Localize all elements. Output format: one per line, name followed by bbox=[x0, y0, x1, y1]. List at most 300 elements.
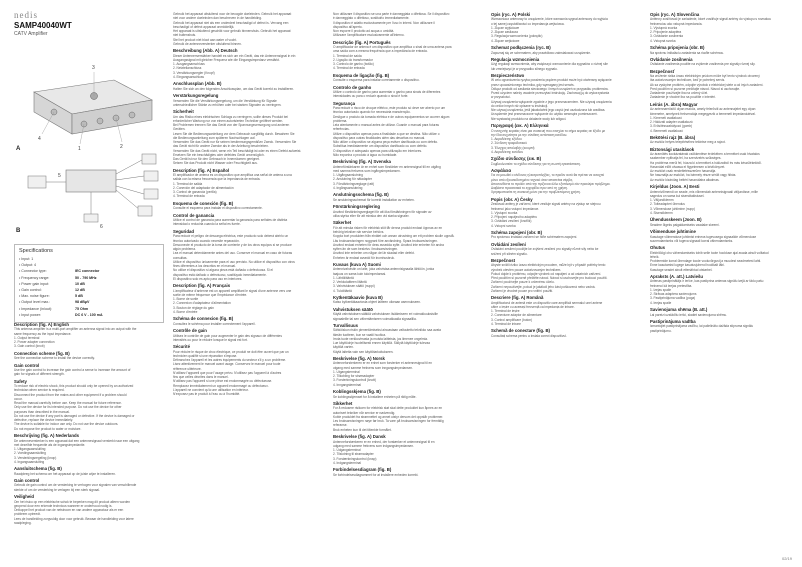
section-text-line: Leia atentamente o manual antes de utilizar. Guarde o manual para futuras bbox=[333, 123, 439, 128]
manual-section bbox=[650, 147, 800, 182]
section-text-line: Läs bruksanvisningen noggrant före användning. Spara bruksanvisningen. bbox=[333, 238, 438, 243]
section-heading: Descrição (fig. A) Português bbox=[333, 39, 391, 45]
section-heading: Opis (ryc. A) Polski bbox=[491, 12, 531, 17]
section-text-line: erforderlicher Wartung nur von einem autorisierten Techniker geöffnet werden. bbox=[173, 118, 284, 123]
section-text-line: Zapoznaj się ze schematem, aby prawidłowo zainstalować urządzenie. bbox=[491, 50, 591, 55]
section-text-line: 2. Verkkolaitteen liitäntä bbox=[333, 280, 367, 285]
section-text-line: käyttöä varten. bbox=[333, 345, 354, 350]
section-text-line: Irrota tuote verkkovirrasta ja muista laitteista, jos ilmenee ongelmia. bbox=[333, 336, 428, 341]
section-heading: Beskrivning (fig. A) Svenska bbox=[333, 159, 391, 165]
section-text-line: 3. Ovládanie zosilnenia bbox=[650, 34, 683, 39]
section-text-line: Das Gerät ist nur für den Gebrauch in Innenräumen geeignet. bbox=[173, 157, 260, 162]
section-text-line: Ontkoppel het product van de netstroom en van andere apparatuur als er een bbox=[14, 508, 124, 513]
section-text-line: 2. Ligação do transformador bbox=[333, 57, 373, 62]
manual-section bbox=[333, 323, 483, 354]
section-text-line: Ausgangssignal mit gleicher Frequenz wie die Eingangsimpedanz verstärkt. bbox=[173, 57, 280, 62]
spec-key: • Input power: bbox=[19, 312, 75, 318]
spec-value: IEC connector bbox=[75, 269, 100, 274]
section-text-line: výrobek otevřen pouze autorizovaným technikem. bbox=[491, 267, 562, 272]
manual-section bbox=[333, 85, 483, 99]
section-text-line: Χρησιμοποιείτε τη συσκευή μόνο για την προβλεπόμενη χρήση. bbox=[491, 190, 581, 195]
section-text-line: die Bedienungsanleitung zum späteren Nachschlagen auf. bbox=[173, 135, 256, 140]
section-text-line: 4. Bemeneti csatlakozó bbox=[650, 128, 683, 133]
section-text-line: Antennförstärkaren är en enhet som förstärker en antennsignal till en utgång bbox=[333, 164, 441, 169]
section-text-line: Antennivahvistin on laite, joka vahvistaa antennisignaalia lähtöön, jonka bbox=[333, 267, 435, 272]
section-text-line: Na zníženie rizika úrazu elektrickým prúdom môže byť tento výrobok otvorený bbox=[650, 74, 760, 79]
section-text-line: την ίδια συχνότητα με την σύνθετη αντίσταση εισόδου. bbox=[491, 132, 568, 137]
manual-section bbox=[173, 81, 323, 91]
manual-section bbox=[333, 12, 483, 38]
manual-section bbox=[173, 201, 323, 211]
section-heading: Schemă de conectare (fig. B) bbox=[491, 328, 550, 334]
section-text-line: 3. Gain control (knob) bbox=[14, 344, 45, 349]
section-text-line: Gebruik de antenneversterker uitsluitend binnen. bbox=[173, 41, 242, 46]
section-text-line: Pour réduire le risque de choc électrique, ce produit ne doit être ouvert que par un bbox=[173, 349, 289, 354]
section-text-line: 2. Złącze zasilacza bbox=[491, 30, 518, 35]
manual-section bbox=[333, 40, 483, 71]
manual-section bbox=[491, 12, 641, 43]
section-text-line: 4. Vstupní svorka bbox=[491, 223, 516, 228]
section-heading: Ohutus bbox=[650, 245, 666, 251]
section-text-line: 1. Udgangsterminal bbox=[333, 448, 361, 452]
section-heading: Beskrivelse (fig. A) Norsk bbox=[333, 356, 385, 362]
section-text-line: Ha probléma merül fel, húzza ki a terméket a hálózatból és más készülékekből. bbox=[650, 160, 762, 165]
section-heading: Regulacja wzmocnienia bbox=[491, 56, 540, 62]
section-text-line: intensités ou pour le réduire lorsque le signal est fort. bbox=[173, 337, 248, 342]
section-text-line: Lesen Sie die Bedienungsanleitung vor dem Gebrauch sorgfältig durch. Bewahren Sie bbox=[173, 131, 295, 136]
section-text-line: Para reduzir o risco de choque elétrico, este produto só deve ser aberto por um bbox=[333, 106, 446, 111]
section-heading: Vahvistuksen säätö bbox=[333, 306, 373, 312]
section-text-line: 4. Terminal de intrare bbox=[491, 321, 521, 326]
section-text-line: Odłącz produkt od zasilania sieciowego i innych urządzeń w przypadku problemów. bbox=[491, 86, 609, 91]
section-text-line: No utilice el dispositivo si alguna pieza está dañada o defectuosa. Si el bbox=[173, 268, 273, 273]
section-text-line: 1. Výstupná svorka bbox=[650, 25, 678, 30]
section-text-line: 1. Kimeneti csatlakozó bbox=[650, 115, 682, 120]
section-heading: Safety bbox=[14, 378, 27, 384]
section-text-line: Do not use the device if any part is damaged or defective. If the device is damaged or bbox=[14, 413, 135, 418]
callout-1: 1 bbox=[78, 146, 81, 152]
manual-section bbox=[173, 48, 323, 79]
section-text-line: do celów innych niż opisane w instrukcji. bbox=[491, 103, 549, 108]
manual-section bbox=[333, 262, 483, 293]
section-text-line: Sähköiskun riskin pienentämiseksi ainoastaan valtuutettu teknikko saa avata bbox=[333, 328, 441, 333]
section-heading: Περιγραφή (εικ. A) Ελληνικά bbox=[491, 123, 549, 129]
spec-key: • Connector type: bbox=[19, 268, 75, 274]
section-text-line: 3. Vahvistuksen säätö (nuppi) bbox=[333, 284, 375, 289]
amplifier-diagram-svg bbox=[14, 42, 162, 237]
spec-key: • Power gain input: bbox=[19, 281, 75, 287]
section-text-line: sterkte of om de versterking te verlagen bij een sterk signaal. bbox=[14, 487, 100, 492]
manual-section bbox=[14, 351, 164, 361]
section-text-line: O amplificador de antena é um dispositivo que amplifica o sinal de uma antena para bbox=[333, 45, 452, 50]
section-heading: Bezpečnosť bbox=[650, 68, 675, 74]
section-heading: Ovládání zesílení bbox=[491, 241, 526, 247]
section-text-line: Consulte o esquema para instalar corretamente o dispositivo. bbox=[333, 78, 420, 83]
section-text-line: Utilice el control de ganancia para aumentar la ganancia para señales de distinta bbox=[173, 218, 288, 223]
section-text-line: 3. Controlo de ganho (botão) bbox=[333, 62, 374, 67]
section-text-line: Non esporre il prodotto ad acqua o umidità. bbox=[333, 29, 395, 33]
section-text-line: 3. Forstærkningskontrol (knap) bbox=[333, 456, 377, 461]
section-text-line: Lisez attentivement le manuel avant usage. Conservez le manuel pour toute bbox=[173, 362, 281, 367]
spec-key: • Max. noise figure: bbox=[19, 293, 75, 299]
section-text-line: frekvencí jako vstupní impedance. bbox=[491, 206, 540, 211]
section-text-line: Pro správnou instalaci zařízení se řiďte schématem zapojení. bbox=[491, 235, 578, 240]
section-text-line: Verwenden Sie die Verstärkungsregelung, um die Verstärkung für Signale bbox=[173, 98, 277, 103]
manual-section bbox=[14, 379, 164, 431]
section-text-line: dispositivo está dañado o defectuoso, sustitúyalo inmediatamente. bbox=[173, 272, 267, 277]
section-text-line: Do not expose the product to water or moisture. bbox=[14, 426, 82, 431]
section-text-line: N'utilisez pas l'appareil si une pièce est endommagée ou défectueuse. bbox=[173, 379, 273, 384]
spec-key: • Output level max.: bbox=[19, 299, 75, 305]
section-text-line: Non utilizzare il dispositivo se una parte è danneggiata o difettosa. Se il dispositivo bbox=[333, 12, 450, 16]
product-subtitle: CATV Amplifier bbox=[14, 31, 48, 37]
section-heading: Controlo de ganho bbox=[333, 84, 372, 90]
section-text-line: olika styrka eller för att minska den vid starka signaler. bbox=[333, 213, 410, 218]
section-text-line: unterschiedlicher Stärke zu erhöhen oder bei starken Signalen zu verringern. bbox=[173, 102, 282, 107]
spec-value: 50 - 790 MHz bbox=[75, 275, 97, 280]
section-text-line: Desligue o produto da tomada elétrica e de outros equipamentos se ocorrer algum bbox=[333, 114, 450, 119]
section-text-line: referanse. bbox=[333, 423, 348, 428]
section-text-line: μόνο από εξουσιοδοτημένο τεχνικό όταν απαιτείται σέρβις. bbox=[491, 177, 574, 182]
section-text-line: Verwenden Sie das Gerät nur für seinen bestimmungsgemäßen Zweck. Verwenden Sie bbox=[173, 140, 297, 145]
section-text-line: Használat előtt olvassa el figyelmesen a kézikönyvet. bbox=[650, 164, 726, 169]
manual-section bbox=[491, 73, 641, 121]
section-heading: Savienojuma shēma (B. att.) bbox=[650, 307, 708, 313]
manual-section bbox=[333, 401, 483, 432]
text-column-4 bbox=[491, 12, 641, 552]
brand-logo: nedis bbox=[14, 10, 38, 20]
manual-section bbox=[650, 135, 800, 145]
section-text-line: Raadpleeg het schema om het apparaat op de juiste wijze te installeren. bbox=[14, 471, 116, 476]
section-text-line: snížení při silném signálu. bbox=[491, 251, 528, 256]
section-text-line: referências. bbox=[333, 127, 350, 132]
section-text-line: consultas. bbox=[173, 255, 188, 260]
manual-section bbox=[333, 434, 483, 465]
section-text-line: Seadme õigeks paigaldamiseks vaadake skeemi. bbox=[650, 222, 720, 227]
manual-section bbox=[491, 258, 641, 293]
section-text-line: 3. Versterkingsregeling (knop) bbox=[14, 455, 57, 460]
manual-section bbox=[173, 213, 323, 227]
manual-section bbox=[491, 328, 641, 338]
manual-section bbox=[650, 69, 800, 100]
manual-section bbox=[14, 466, 164, 476]
section-text-line: 2. Strāvas adaptera savienojums bbox=[650, 292, 697, 297]
section-text-line: Amplificatorul de antenă este un dispozitiv care amplifică semnalul unei antene bbox=[491, 300, 603, 305]
section-text-line: Az eszköz helyes telepítéséhez tekintse meg a rajzot. bbox=[650, 140, 726, 145]
section-text-line: Desconecte el producto de la toma de corriente y de los otros equipos si se produce bbox=[173, 242, 292, 247]
section-text-line: 1. Lähtöliitäntä bbox=[333, 275, 354, 280]
section-text-line: técnico autorizado cuando necesite reparación. bbox=[173, 238, 240, 243]
section-heading: Opis (ryc. A) Slovenčina bbox=[650, 12, 700, 17]
section-text-line: Débranchez l'appareil et les autres équipements du secteur s'il y a un problème. bbox=[173, 358, 287, 363]
section-text-line: This antenna amplifier is a multi-port amplifier an antenna signal into an output with the bbox=[14, 327, 137, 332]
text-column-2 bbox=[173, 12, 323, 552]
manual-section bbox=[333, 159, 483, 190]
section-text-line: El dispositivo solo es apto para uso en interiores. bbox=[173, 276, 243, 281]
section-text-line: fins que celles décrites dans le manuel. bbox=[173, 375, 229, 380]
section-heading: Σχέδιο σύνδεσης (εικ. B) bbox=[491, 156, 542, 162]
section-heading: Apraksts (A. att.) Latviešu bbox=[650, 274, 704, 280]
section-text-line: technician when service is required. bbox=[14, 388, 65, 393]
section-text-line: Για να μειωθεί ο κίνδυνος ηλεκτροπληξίας, το προϊόν αυτό θα πρέπει να ανοιχτεί bbox=[491, 173, 605, 178]
manual-section bbox=[650, 274, 800, 305]
section-text-line: Abyste snížili riziko úrazu elektrickým proudem, může být v případě potřeby tento bbox=[491, 263, 606, 268]
section-text-line: o tej samej częstotliwości co impedancja wejściowa. bbox=[491, 21, 565, 26]
section-text-line: Only use the device for its intended purpose. Do not use the device for other bbox=[14, 405, 122, 410]
section-text-line: 2. Conexión del adaptador de alimentación bbox=[173, 185, 234, 190]
section-text-line: pastiprinājumu. bbox=[650, 328, 672, 333]
manual-section bbox=[650, 229, 800, 243]
section-text-line: 3. Control amplificare (buton) bbox=[491, 317, 533, 322]
section-text-line: 3. Έλεγχος απολαβής (κουμπί) bbox=[491, 145, 535, 150]
section-text-line: kimenetre, amelynek frekvenciája megegyezik a bemeneti impedanciáéval. bbox=[650, 111, 756, 116]
section-text-line: intensidad o reducirla cuando la señal es fuerte. bbox=[173, 222, 241, 227]
section-text-line: Setzen Sie das Produkt nicht Wasser oder Feuchtigkeit aus. bbox=[173, 161, 258, 166]
section-text-line: 1. Terminal de salida bbox=[173, 181, 203, 186]
section-text-line: Wzmacniacz antenowy to urządzenie, które wzmacnia sygnał antenowy do wyjścia bbox=[491, 17, 608, 22]
section-heading: Control de ganancia bbox=[173, 212, 215, 218]
section-text-line: defective, replace the device immediately. bbox=[14, 418, 73, 423]
section-text-line: przez upoważnionego technika, gdy wymagany jest serwis. bbox=[491, 82, 575, 87]
section-text-line: Utilice el dispositivo únicamente para el uso previsto. No utilice el dispositivo con otros bbox=[173, 259, 295, 264]
manual-section bbox=[650, 184, 800, 215]
section-heading: Descriere (fig. A) Română bbox=[491, 295, 544, 301]
manual-section bbox=[173, 229, 323, 281]
section-text-line: Na správnu inštaláciu zariadenia sa riaďte schémou. bbox=[650, 50, 725, 55]
spec-value: 98 dBμV bbox=[75, 300, 90, 305]
section-heading: Bekötési rajz (B. ábra) bbox=[650, 134, 696, 140]
spec-key: • Input: 1 bbox=[19, 256, 75, 262]
manual-section bbox=[333, 204, 483, 218]
section-text-line: 3. Erősítésszabályozó (gomb) bbox=[650, 124, 693, 129]
section-heading: Schéma zapojení (obr. B) bbox=[491, 230, 543, 235]
manual-section bbox=[650, 307, 800, 317]
section-text-line: Não exponha o produto à água ou humidade. bbox=[333, 152, 398, 157]
section-text-line: Διαβάστε προσεκτικά το εγχειρίδιο πριν από τη χρήση. bbox=[491, 186, 568, 191]
section-text-line: 1. Uitgangsaansluiting bbox=[14, 447, 46, 452]
section-text-line: fines diferentes a los descritos en el manual. bbox=[173, 264, 236, 268]
manual-section bbox=[491, 57, 641, 71]
section-text-line: Stel het product niet bloot aan water of vocht. bbox=[173, 37, 237, 42]
section-text-line: lub zmniejszyć je w przypadku silnego sygnału. bbox=[491, 66, 558, 71]
manual-section bbox=[491, 168, 641, 195]
section-text-line: 3. Võimenduse juhtimine (nupp) bbox=[650, 206, 696, 211]
section-text-line: Urządzenie jest przeznaczone wyłącznie do użytku wewnątrz pomieszczeń. bbox=[491, 112, 598, 117]
manual-section bbox=[650, 45, 800, 55]
manual-section bbox=[491, 230, 641, 240]
section-heading: Bezpečnost bbox=[491, 257, 516, 263]
section-text-line: Utilize o controlo de ganho para aumentar o ganho para sinais de diferentes bbox=[333, 90, 441, 95]
section-text-line: Consultez le schéma pour installer correctement l'appareil. bbox=[173, 321, 256, 326]
section-text-line: Enne kasutamist lugege kasutusjuhend hoolikalt läbi. bbox=[650, 263, 725, 268]
section-text-line: Nie używaj urządzenia, jeśli jakakolwiek jego część jest uszkodzona lub wadliwa. bbox=[491, 108, 606, 113]
section-heading: Förstärkningsreglering bbox=[333, 204, 381, 210]
section-text-line: 3. Bouton de réglage du gain bbox=[173, 305, 214, 310]
section-text-line: N'exposez pas le produit à l'eau ou à l'humidité. bbox=[173, 392, 241, 397]
section-text-line: Se forbindelsesdiagrammet for at installere enheden korrekt. bbox=[333, 472, 419, 477]
section-text-line: è danneggiato o difettoso, sostituirlo immediatamente. bbox=[333, 16, 410, 21]
section-text-line: 1. Väljundklemm bbox=[650, 198, 674, 203]
section-text-line: Om het risico op een elektrische schok te beperken mag dit product alleen worden bbox=[14, 499, 131, 504]
section-text-line: 3. Forsterkningskontroll (knott) bbox=[333, 378, 377, 383]
section-text-line: szakember nyithatja fel, ha szervizelés szükséges. bbox=[650, 156, 722, 161]
section-text-line: autorisert tekniker når service er nødvendig. bbox=[333, 410, 396, 415]
section-text-line: Az antennaerősítő olyan eszköz, amely felerősíti az antennajelet egy olyan bbox=[650, 107, 756, 112]
section-heading: Verstärkungsregelung bbox=[173, 93, 219, 99]
section-text-line: 4. Tuloliitäntä bbox=[333, 288, 352, 293]
section-text-line: 3. Pastiprinājuma vadība (poga) bbox=[650, 296, 696, 301]
section-text-line: intensidades ou para o reduzir quando o sinal é forte. bbox=[333, 94, 409, 99]
section-text-line: 1. Izejas spaile bbox=[650, 287, 672, 292]
section-text-line: Lue käyttöohje huolellisesti ennen käyttöä. Säilytä käyttöohje tulevaa bbox=[333, 341, 430, 346]
section-text-line: Não utilize o dispositivo se alguma peça estiver danificada ou com defeito. bbox=[333, 140, 439, 145]
manual-section bbox=[14, 322, 164, 349]
section-heading: Schemat podłączenia (ryc. B) bbox=[491, 45, 551, 51]
section-text-line: 1. Utgangsterminal bbox=[333, 369, 360, 374]
section-text-line: niet voor andere doeleinden dan beschreven in de handleiding. bbox=[173, 16, 262, 21]
section-text-line: Zariadenie je vhodné iba na použitie v interiéri. bbox=[650, 95, 716, 100]
manual-section bbox=[650, 319, 800, 333]
section-text-line: Zařízení používejte pouze k určenému účelu. bbox=[491, 280, 555, 285]
section-text-line: niet buitenshuis. bbox=[173, 33, 197, 38]
manual-section bbox=[333, 307, 483, 321]
section-text-line: To reduce risk of electric shock, this product should only be opened by an authorized bbox=[14, 384, 134, 389]
spec-key: • Impedance (in/out): bbox=[19, 306, 75, 312]
callout-5: 5 bbox=[58, 173, 61, 179]
section-text-line: Koble produktet fra strømnettet og annet utstyr dersom det oppstår problemer. bbox=[333, 414, 444, 419]
section-heading: Ühendusskeem (Joon. B) bbox=[650, 217, 702, 223]
section-text-line: 4. Indgangsterminal bbox=[333, 460, 361, 465]
section-heading: Beskrivelse (fig. A) Dansk bbox=[333, 434, 386, 440]
section-text-line: 2. Anslutning för nätadapter bbox=[333, 177, 372, 182]
manual-section bbox=[173, 344, 323, 396]
section-text-line: 2. Netzteilanschluss bbox=[173, 66, 202, 71]
section-text-line: Gebruik het apparaat uitsluitend voor de beoogde doeleinden. Gebruik het apparaat bbox=[173, 12, 292, 16]
section-text-line: Bei Problemen trennen Sie das Gerät von der Spannungsversorgung und anderen bbox=[173, 123, 290, 128]
manual-section bbox=[333, 101, 483, 157]
section-text-line: signaaleille tai sen vähentämiseen voimakkaalla signaalilla. bbox=[333, 316, 417, 321]
section-text-line: frekvenci kā ieejas pretestība. bbox=[650, 283, 693, 288]
section-text-line: problema. bbox=[333, 118, 348, 123]
section-text-line: frekvenciou ako vstupná impedancia. bbox=[650, 21, 703, 26]
spec-value: DC 6 V - 100 mA bbox=[75, 312, 103, 317]
section-text-line: Dieser Antennenverstärker handelt es sich um ein Gerät, das ein Antennensignal in ein bbox=[173, 53, 296, 58]
section-heading: Kytkentäkaavio (kuva B) bbox=[333, 295, 383, 301]
section-text-line: 1. Ausgangsanschluss bbox=[173, 62, 205, 67]
section-text-line: syften än de som beskrivs i bruksanvisningen. bbox=[333, 247, 399, 251]
section-text-line: Ersetzen Sie ein beschädigtes oder defektes Gerät unverzüglich. bbox=[173, 152, 265, 157]
section-heading: Bezpieczeństwo bbox=[491, 73, 525, 79]
section-text-line: udgang med samme frekvens som indgangsimpedansen. bbox=[333, 443, 414, 448]
section-text-line: Antenneforsterkeren er en enhet som forsterker et antennesignal til en bbox=[333, 361, 433, 366]
section-text-line: 4. Ingångsanslutning bbox=[333, 185, 363, 190]
section-text-line: Ovládanie zosilnenia použite na zvýšenie zosilnenia pre signály rôznej sily. bbox=[650, 62, 756, 67]
manual-section bbox=[14, 478, 164, 492]
section-text-line: Lea el manual detenidamente antes del uso. Conserve el manual en caso de futuras bbox=[173, 251, 293, 256]
section-heading: Turvallisuus bbox=[333, 322, 358, 328]
section-text-line: Utilize o dispositivo apenas para a finalidade a que se destina. Não utilize o bbox=[333, 131, 440, 136]
section-text-line: tämän tuotteen, kun se vaatii huoltoa. bbox=[333, 332, 386, 337]
text-column-5 bbox=[650, 12, 800, 552]
section-text-line: dispositivo all'aperto. bbox=[333, 24, 363, 29]
callout-6: 6 bbox=[100, 224, 103, 230]
section-text-line: Ο ενισχυτής κεραίας είναι μια συσκευή που ενισχύει το σήμα κεραίας σε έξοδο με bbox=[491, 128, 606, 133]
section-text-line: 2. Hálózati adapter csatlakozó bbox=[650, 120, 693, 125]
section-heading: Anschlussplan (Abb. B) bbox=[173, 81, 222, 87]
section-text-line: técnico autorizado quando for necessária manutenção. bbox=[333, 110, 411, 115]
section-text-line: 4. Sisendklemm bbox=[650, 210, 673, 215]
section-heading: Esquema de ligação (fig. B) bbox=[333, 72, 390, 78]
manual-section bbox=[650, 102, 800, 133]
section-text-line: Utilizzare l'amplificatore esclusivamente all'interno. bbox=[333, 33, 405, 38]
section-text-line: utgang med samme frekvens som inngangsimpedansen. bbox=[333, 365, 414, 370]
section-text-line: Het apparaat is uitsluitend geschikt voor gebruik binnenshuis. Gebruik het apparaat bbox=[173, 29, 291, 33]
section-text-line: För att minska risken för elektrisk stöt får denna produkt endast öppnas av en bbox=[333, 225, 443, 230]
section-text-line: 2. Power adapter connection bbox=[14, 340, 55, 345]
section-text-line: Probleemide korral ühendage toode vooluvõrgust ja muudest seadmetest lahti. bbox=[650, 259, 762, 264]
section-text-line: occur. bbox=[14, 396, 23, 401]
section-text-line: 1. Output terminal bbox=[14, 335, 40, 340]
section-text-line: Använd förstärkningsreglaget för att öka förstärkningen för signaler av bbox=[333, 209, 432, 214]
section-text-line: 1. Terminal de saída bbox=[333, 53, 362, 58]
section-text-line: Gebruik het apparaat niet als een onderdeel beschadigd of defect is. Vervang een bbox=[173, 20, 289, 25]
section-heading: Biztonsági utasítások bbox=[650, 146, 695, 152]
section-heading: Säkerhet bbox=[333, 220, 352, 226]
section-text-line: gain for signals of different strength. bbox=[14, 372, 65, 377]
section-text-line: Elektrilöögi ohu vähendamiseks tohib selle toote hoolduse ajal avada ainult volitatud bbox=[650, 250, 769, 255]
section-heading: Võimenduse juhtimine bbox=[650, 229, 696, 235]
spec-key: • Frequency range: bbox=[19, 275, 75, 281]
section-text-line: suurendamiseks või tugeva signaali korral vähendamiseks. bbox=[650, 238, 734, 243]
manual-section bbox=[333, 356, 483, 387]
section-text-line: référence ultérieure. bbox=[173, 366, 202, 371]
manual-section bbox=[333, 73, 483, 83]
section-text-line: beschadigd of defect apparaat onmiddellijk. bbox=[173, 24, 235, 29]
section-heading: Description (fig. A) Español bbox=[173, 167, 230, 173]
section-text-line: Antenneforstærkeren er en enhed, der forstærker et antennesignal til en bbox=[333, 439, 435, 444]
section-text-line: Ak sa vyskytne problém, odpojte výrobok z elektrickej siete a od iných zariadení. bbox=[650, 82, 764, 87]
section-text-line: O dispositivo é adequado apenas para utilização em interiores. bbox=[333, 148, 422, 153]
manual-section bbox=[173, 93, 323, 107]
section-text-line: 2. Připojení napájecího adaptéru bbox=[491, 215, 538, 220]
page-number: 02/19 bbox=[781, 556, 792, 561]
manual-section bbox=[14, 363, 164, 377]
section-text-line: Geräten. bbox=[173, 127, 186, 132]
section-text-line: 2. Toiteadapteri ühendus bbox=[650, 202, 685, 207]
section-text-line: Ovládání zesílení použijte ke zvýšení zesílení pro signály různé síly nebo ke bbox=[491, 247, 599, 252]
specifications-box bbox=[14, 244, 164, 323]
manual-section bbox=[173, 168, 323, 199]
section-text-line: Lai pareizi uzstādītu ierīci, skatiet savienojuma shēmu. bbox=[650, 312, 728, 317]
section-text-line: 2. Σύνδεση τροφοδοτικού bbox=[491, 141, 527, 146]
section-text-line: Um das Risiko eines elektrischen Schlags zu verringern, sollte dieses Produkt bei bbox=[173, 114, 288, 119]
section-heading: Gain control bbox=[14, 362, 40, 368]
section-text-line: Gebruik de gain control om de versterking te verhogen voor signalen van verschillende bbox=[14, 483, 137, 488]
section-heading: Segurança bbox=[333, 100, 355, 106]
section-text-line: De antenneversterker is een apparaat dat een antennesignaal versterkt naar een uitgang bbox=[14, 438, 140, 443]
section-heading: Sikkerhet bbox=[333, 401, 353, 406]
section-heading: Description (fig. A) Français bbox=[173, 283, 231, 289]
section-text-line: 3. Control de ganancia (perilla) bbox=[173, 190, 217, 195]
section-text-line: Użyj regulacji wzmocnienia, aby zwiększyć wzmocnienie dla sygnałów o różnej sile bbox=[491, 62, 608, 67]
manual-section bbox=[491, 123, 641, 154]
section-text-line: 1. Utgångsanslutning bbox=[333, 173, 363, 178]
section-text-line: 3. Förstärkningsreglage (ratt) bbox=[333, 181, 375, 186]
specifications-list bbox=[19, 256, 159, 318]
section-text-line: 4. Eingangsanschluss bbox=[173, 74, 205, 79]
manual-section bbox=[333, 467, 483, 477]
section-text-line: 4. Ακροδέκτης εισόδου bbox=[491, 149, 524, 154]
